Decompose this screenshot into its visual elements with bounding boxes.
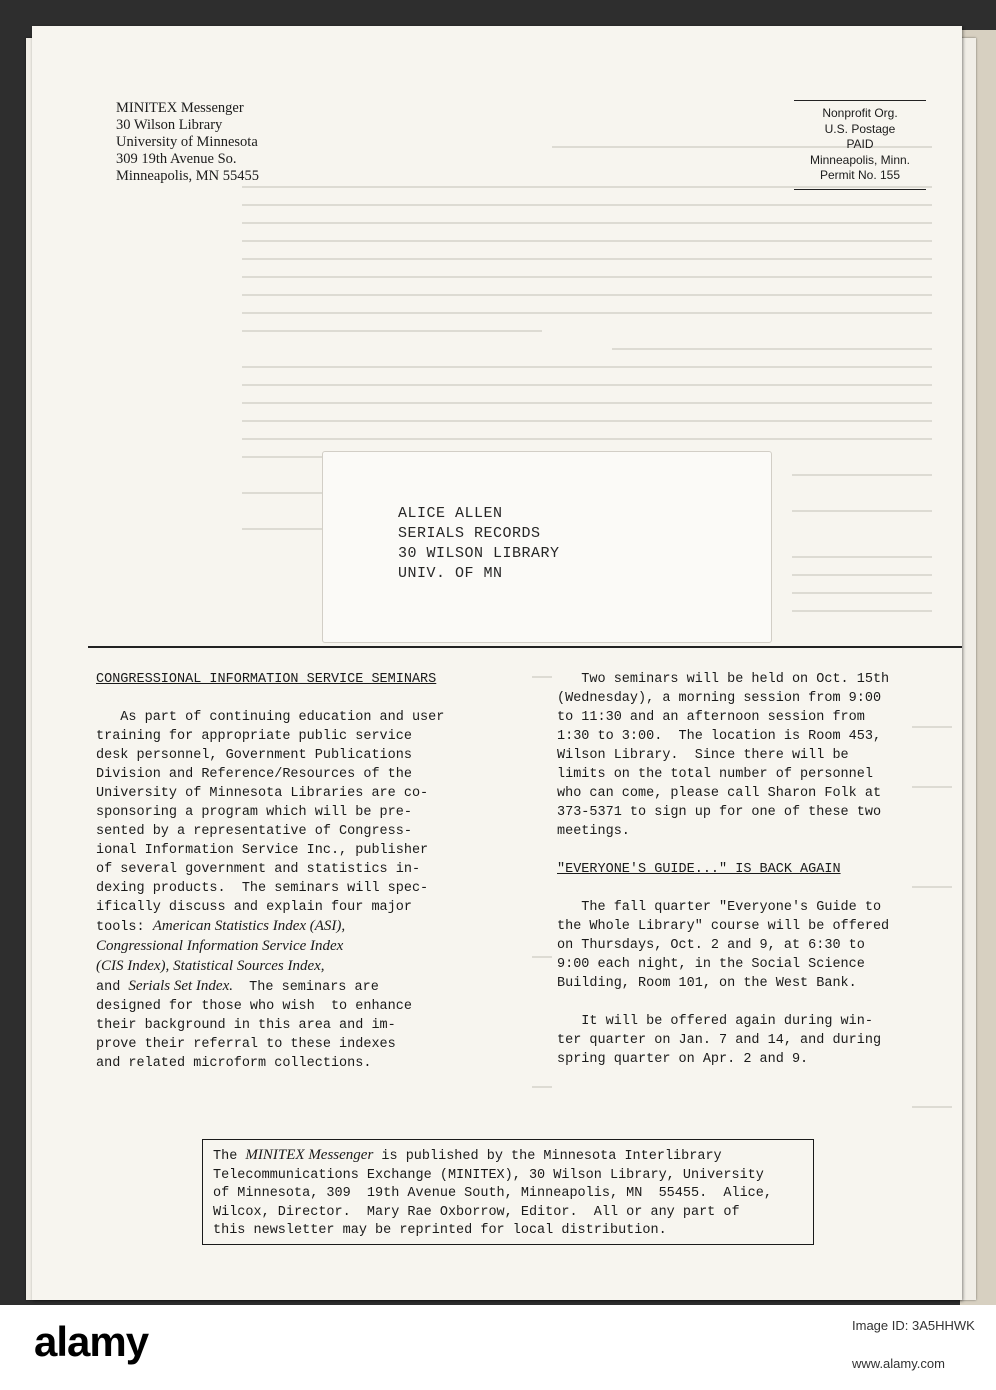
publication-notice-box <box>202 1139 814 1245</box>
tool-cis-index: Congressional Information Service Index <box>96 938 344 954</box>
return-address-line: University of Minnesota <box>116 134 258 150</box>
mailing-label-line: UNIV. OF MN <box>398 565 503 582</box>
right-column <box>557 670 957 1069</box>
postage-line: Nonprofit Org. <box>822 106 898 120</box>
tool-asi: American Statistics Index (ASI), <box>152 918 346 934</box>
return-address-line: 309 19th Avenue So. <box>116 151 237 167</box>
cis-seminars-heading: CONGRESSIONAL INFORMATION SERVICE SEMINARS <box>96 672 437 687</box>
publication-notice <box>213 1146 772 1241</box>
bleed-through-text <box>32 26 962 1300</box>
guide-winter-paragraph: It will be offered again during win- ter quarter on Jan. 7 and 14, and during spring quarter on Apr. 2 and 9. <box>557 1014 882 1067</box>
tool-cis-abbrev: (CIS Index), <box>96 958 174 974</box>
conjunction-and: and <box>96 980 121 995</box>
guide-fall-paragraph: The fall quarter "Everyone's Guide to the Whole Library" course will be offered on Thursdays, Oct. 2 and 9, at 6:30 to 9:00 each night, in the Social Science Building, Room 101, on the West Bank. <box>557 900 890 991</box>
postage-line: PAID <box>846 137 874 151</box>
postage-line: U.S. Postage <box>824 121 896 136</box>
return-address-line: MINITEX Messenger <box>116 100 244 116</box>
tool-statistical-sources: Statistical Sources Index, <box>173 958 325 974</box>
return-address-line: 30 Wilson Library <box>116 117 223 133</box>
postage-line: Minneapolis, Minn. <box>809 152 911 167</box>
newsletter-title: MINITEX Messenger <box>245 1147 374 1163</box>
return-address-line: Minneapolis, MN 55455 <box>116 168 259 184</box>
mailing-label <box>398 504 560 584</box>
seminar-schedule-paragraph: Two seminars will be held on Oct. 15th (Wednesday), a morning session from 9:00 to 11:30 and an afternoon session from 1:30 to 3:00. The location is Room 453, Wilson Library. Since there will be limits on the total number of personnel who can come, please call Sharon Folk at 373-5371 to sign up for one of these two meetings. <box>557 672 890 839</box>
mailing-label-line: 30 WILSON LIBRARY <box>398 545 560 562</box>
everyones-guide-heading: "EVERYONE'S GUIDE..." IS BACK AGAIN <box>557 862 841 877</box>
postage-indicia <box>794 100 926 190</box>
newsletter-page <box>32 26 962 1300</box>
alamy-logo: alamy <box>34 1318 149 1365</box>
left-column <box>96 670 536 1073</box>
mailing-label-line: ALICE ALLEN <box>398 505 503 522</box>
tool-serials-set: Serials Set Index. <box>128 978 233 994</box>
stock-watermark-bar <box>0 1305 996 1390</box>
address-window <box>322 451 772 643</box>
cis-paragraph-end: The seminars are designed for those who wish to enhance their background in this area and im- prove their referral to these indexes and related microform collections. <box>96 980 412 1071</box>
watermark-url: www.alamy.com <box>852 1356 945 1371</box>
image-id: Image ID: 3A5HHWK <box>852 1318 975 1333</box>
cis-paragraph <box>96 708 536 1073</box>
section-divider <box>88 646 962 648</box>
return-address <box>116 100 259 185</box>
notice-prefix: The <box>213 1149 246 1164</box>
cis-paragraph-text: As part of continuing education and user training for appropriate public service desk personnel, Government Publications Division and Reference/Resources of the University of Minnesota Libraries are co- sponsoring a program which will be pre- sented by a representative of Congress- ional Information Service Inc., publisher of several government and statistics in- dexing products. The seminars will spec- ifically discuss and explain four major tools: <box>96 710 445 935</box>
postage-line: Permit No. 155 <box>819 168 901 182</box>
mailing-label-line: SERIALS RECORDS <box>398 525 541 542</box>
notice-text: is published by the Minnesota Interlibrary Telecommunications Exchange (MINITEX), 30 Wilson Library, University of Minnesota, 309 19th Avenue South, Minneapolis, MN 55455. Alice, Wilcox, Director. Mary Rae Oxborrow, Editor. All or any part of this newsletter may be reprinted for local distribution. <box>213 1149 772 1238</box>
